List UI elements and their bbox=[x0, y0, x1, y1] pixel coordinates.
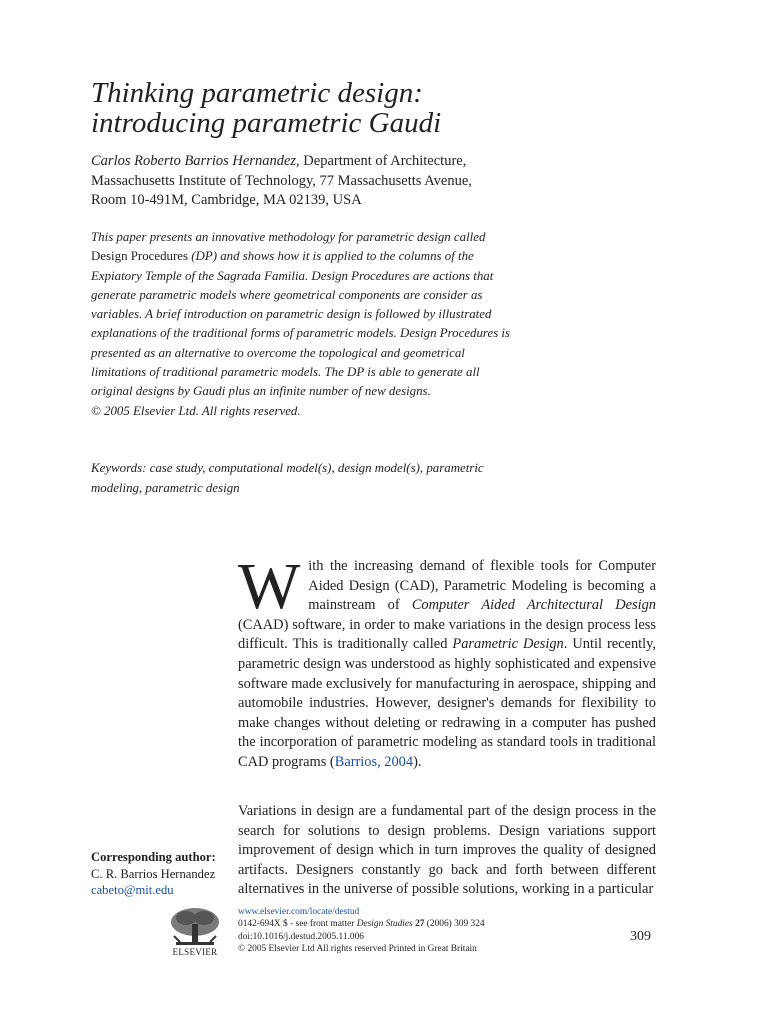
issn-text: 0142-694X $ - see front matter bbox=[238, 919, 357, 930]
abstract bbox=[91, 228, 511, 421]
author-affiliation bbox=[91, 152, 511, 211]
affiliation-3: Room 10-491M, Cambridge, MA 02139, USA bbox=[91, 192, 362, 208]
paragraph-1-text-c: . Until recently, parametric design was understood as highly sophisticated and expensive software made exclusively for manufacturing in aerospace, shipping and automobile industries. However, designer's demands for flexibility to make changes without deleting or redrawing in a computer has pushed the incorporation of parametric modeling as standard tools in traditional CAD programs ( bbox=[238, 636, 656, 770]
journal-url[interactable]: www.elsevier.com/locate/destud bbox=[238, 907, 360, 917]
affiliation-1: , Department of Architecture, bbox=[296, 153, 467, 169]
paragraph-1-text-b: (CAAD) software, in order to make variations in the design process less difficult. This is traditionally called bbox=[238, 616, 656, 653]
paragraph-1-text-d: ). bbox=[413, 753, 422, 770]
journal-name: Design Studies bbox=[356, 919, 413, 930]
drop-cap: W bbox=[238, 550, 301, 623]
abstract-copyright: © 2005 Elsevier Ltd. All rights reserved. bbox=[91, 403, 301, 418]
abstract-part-3: ) and shows how it is applied to the columns of the Expiatory Temple of the Sagrada Familia. Design Procedures are actions that generate parametric models where geometrical components are consider as variables. A brief introduction on parametric design is followed by illustrated explanations of the traditional forms of parametric models. Design Procedures is presented as an alternative to overcome the topological and geometrical limitations of traditional parametric models. The DP is able to generate all original designs by Gaudi plus an infinite number of new designs. bbox=[91, 249, 511, 399]
publisher-footer bbox=[238, 906, 568, 955]
doi: doi:10.1016/j.destud.2005.11.006 bbox=[238, 931, 364, 942]
parametric-design-term: Parametric Design bbox=[452, 636, 564, 653]
author-name: Carlos Roberto Barrios Hernandez bbox=[91, 153, 297, 169]
abstract-dp: DP bbox=[195, 249, 213, 264]
elsevier-logo-label: ELSEVIER bbox=[172, 947, 218, 957]
abstract-part-1: This paper presents an innovative methodology for parametric design called bbox=[91, 230, 486, 244]
paragraph-2: Variations in design are a fundamental part of the design process in the search for solutions to design problems. Design variations support improvement of design which in turn improves the quality of designed artifacts. Designers constantly go back and forth between different alternatives in the universe of possible solutions, working in a particular bbox=[238, 803, 656, 898]
affiliation-2: Massachusetts Institute of Technology, 77 Massachusetts Avenue, bbox=[91, 172, 472, 189]
title-line-2: introducing parametric Gaudi bbox=[91, 107, 442, 139]
abstract-part-2: ( bbox=[188, 249, 196, 264]
journal-volume: 27 bbox=[415, 919, 425, 930]
caad-term: Computer Aided Architectural Design bbox=[411, 597, 656, 614]
corresponding-heading: Corresponding author: bbox=[91, 850, 216, 864]
abstract-design-procedures: Design Procedures bbox=[91, 249, 189, 264]
corresponding-name: C. R. Barrios Hernandez bbox=[91, 866, 216, 881]
keywords: Keywords: case study, computational model(s), design model(s), parametric modeling, parametric design bbox=[91, 461, 484, 495]
paper-title bbox=[91, 78, 651, 138]
paragraph-1 bbox=[238, 550, 656, 773]
corresponding-email[interactable]: cabeto@mit.edu bbox=[91, 883, 174, 897]
paragraph-1-text-a: ith the increasing demand of flexible tools for Computer Aided Design (CAD), Parametric Modeling is becoming a mainstream of bbox=[308, 558, 656, 614]
issn-pages: (2006) 309 324 bbox=[424, 919, 485, 930]
page-number: 309 bbox=[630, 929, 651, 944]
rights-line: © 2005 Elsevier Ltd All rights reserved Printed in Great Britain bbox=[238, 943, 477, 954]
issn-line bbox=[238, 918, 568, 930]
citation-link[interactable]: Barrios, 2004 bbox=[334, 753, 414, 770]
corresponding-author bbox=[91, 849, 231, 899]
title-line-1: Thinking parametric design: bbox=[91, 77, 423, 109]
